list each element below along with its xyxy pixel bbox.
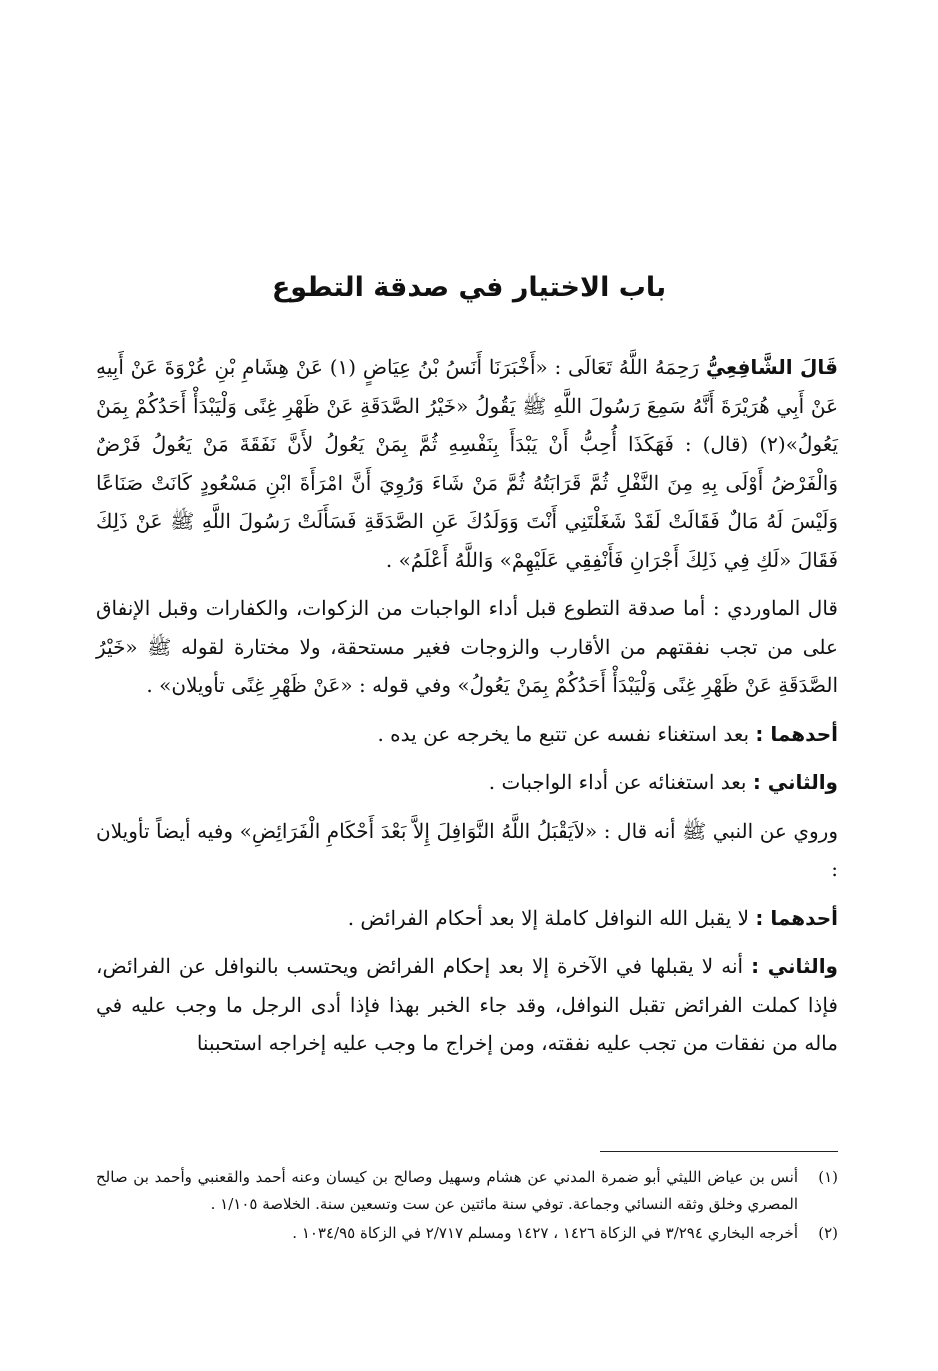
- paragraph-text: لا يقبل الله النوافل كاملة إلا بعد أحكام الفرائض .: [347, 905, 756, 930]
- footnote-number: (١): [818, 1168, 838, 1186]
- footnote-text: أنس بن عياض الليثي أبو ضمرة المدني عن هشام وسهيل وصالح بن كيسان وعنه أحمد والقعنبي وأحمد بن صالح المصري وخلق وثقه النسائي وجماعة. توفي سنة مائتين عن ست وتسعين سنة. الخلاصة ١/١٠٥ .: [96, 1168, 798, 1213]
- paragraph-first-interpretation-2: [96, 899, 838, 938]
- speaker-label: والثاني :: [752, 770, 838, 794]
- footnote-2: [96, 1220, 838, 1247]
- footnote-number: (٢): [818, 1224, 838, 1242]
- paragraph-text: رَحِمَهُ اللَّهُ تَعَالَى : «أَخْبَرَنَا أَنَسُ بْنُ عِيَاضٍ (١) عَنْ هِشَامِ بْنِ عُرْوَةَ عَنْ أَبِيهِ عَنْ أَبِي هُرَيْرَةَ أَنَّهُ سَمِعَ رَسُولَ اللَّهِ ﷺ يَقُولُ «خَيْرُ الصَّدَقَةِ عَنْ ظَهْرِ غِنًى وَلْيَبْدَأْ أَحَدُكُمْ بِمَنْ يَعُولُ»(٢) (قال) : فَهَكَذَا أُحِبُّ أَنْ يَبْدَأَ بِنَفْسِهِ ثُمَّ بِمَنْ يَعُولُ لأَنَّ نَفَقَةَ مَنْ يَعُولُ فَرْضٌ وَالْفَرْضُ أَوْلَى بِهِ مِنَ النَّفْلِ ثُمَّ قَرَابَتُهُ ثُمَّ مَنْ شَاءَ وَرُوِيَ أَنَّ امْرَأَةَ ابْنِ مَسْعُودٍ كَانَتْ صَنَاعًا وَلَيْسَ لَهُ مَالٌ فَقَالَتْ لَقَدْ شَغَلْتَنِي أَنْتَ وَوَلَدُكَ عَنِ الصَّدَقَةِ فَسَأَلَتْ رَسُولَ اللَّهِ ﷺ عَنْ ذَلِكَ فَقَالَ «لَكِ فِي ذَلِكَ أَجْرَانِ فَأَنْفِقِي عَلَيْهِمْ» وَاللَّهُ أَعْلَمُ» .: [96, 355, 839, 572]
- paragraph-mawardi: [96, 589, 838, 705]
- chapter-title: باب الاختيار في صدقة التطوع: [271, 272, 667, 303]
- paragraph-hadith: [96, 812, 838, 889]
- main-text: [96, 348, 838, 1067]
- paragraph-text: قال الماوردي : أما صدقة التطوع قبل أداء الواجبات من الزكوات، والكفارات وقبل الإنفاق على من تجب نفقتهم من الأقارب والزوجات فغير مستحقة، ولا مختارة لقوله ﷺ «خَيْرُ الصَّدَقَةِ عَنْ ظَهْرِ غِنًى وَلْيَبْدَأْ أَحَدُكُمْ بِمَنْ يَعُولُ» وفي قوله : «عَنْ ظَهْرِ غِنًى تأويلان» .: [96, 596, 838, 697]
- paragraph-text: أنه لا يقبلها في الآخرة إلا بعد إحكام الفرائض ويحتسب بالنوافل عن الفرائض، فإذا كملت الفرائض تقبل النوافل، وقد جاء الخبر بهذا فإذا أدى الرجل ما وجب عليه في ماله من نفقات من تجب عليه نفقته، ومن إخراج ما وجب عليه إخراجه استحببنا: [96, 954, 838, 1055]
- speaker-label: أحدهما :: [755, 905, 838, 930]
- paragraph-shafii: [96, 348, 838, 579]
- footnote-text: أخرجه البخاري ٣/٢٩٤ في الزكاة ١٤٢٦ ، ١٤٢٧ ومسلم ٢/٧١٧ في الزكاة ١٠٣٤/٩٥ .: [292, 1224, 798, 1242]
- paragraph-text: وروي عن النبي ﷺ أنه قال : «لاَيَقْبَلُ اللَّهُ النَّوَافِلَ إِلاَّ بَعْدَ أَحْكَامِ الْفَرَائِضِ» وفيه أيضاً تأويلان :: [96, 818, 838, 881]
- paragraph-second-interpretation: [96, 763, 838, 802]
- footnote-1: [96, 1164, 838, 1218]
- speaker-label: والثاني :: [751, 954, 838, 978]
- speaker-label: قَالَ الشَّافِعِيُّ: [705, 355, 839, 379]
- paragraph-second-interpretation-2: [96, 947, 838, 1063]
- paragraph-text: بعد استغنائه عن أداء الواجبات .: [488, 770, 753, 794]
- footnotes: [96, 1164, 838, 1249]
- footnote-divider: [600, 1151, 838, 1152]
- speaker-label: أحدهما :: [755, 721, 838, 746]
- paragraph-text: بعد استغناء نفسه عن تتبع ما يخرجه عن يده .: [377, 721, 756, 746]
- paragraph-first-interpretation: [96, 715, 838, 754]
